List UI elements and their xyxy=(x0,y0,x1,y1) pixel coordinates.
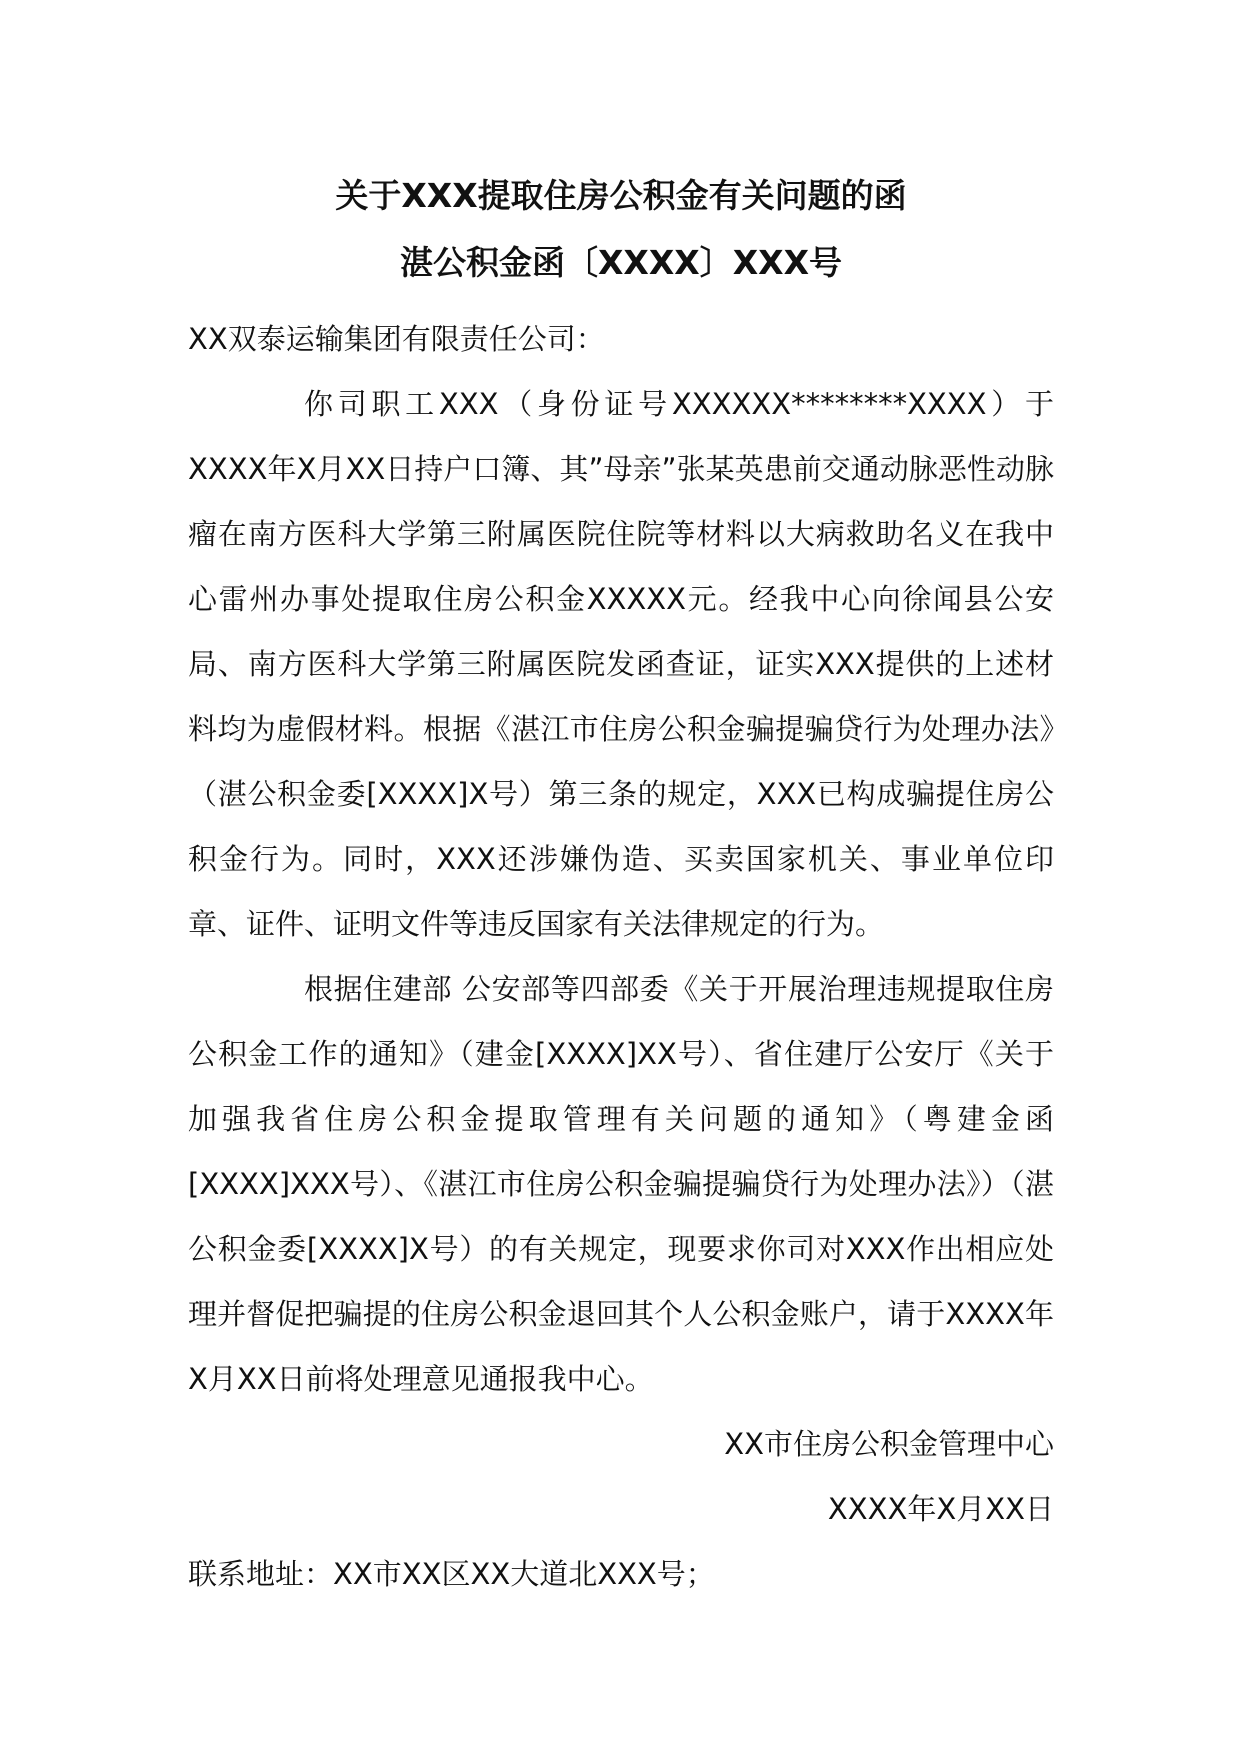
addressee: XX双泰运输集团有限责任公司： xyxy=(188,322,605,356)
document-title: 关于XXX提取住房公积金有关问题的函 xyxy=(335,176,907,215)
document-date: XXXX年X月XX日 xyxy=(827,1492,1054,1526)
document-number: 湛公积金函〔XXXX〕XXX号 xyxy=(399,243,843,282)
document-body xyxy=(188,307,1054,1607)
signature: XX市住房公积金管理中心 xyxy=(724,1427,1054,1461)
body-paragraph: 你司职工XXX（身份证号XXXXXX********XXXX）于XXXX年X月XX日持户口簿、其”母亲”张某英患前交通动脉恶性动脉瘤在南方医科大学第三附属医院住院等材料以大病救助名义在我中心雷州办事处提取住房公积金XXXXX元。经我中心向徐闻县公安局、南方医科大学第三附属医院发函查证，证实XXX提供的上述材料均为虚假材料。根据《湛江市住房公积金骗提骗贷行为处理办法》（湛公积金委[XXXX]X号）第三条的规定，XXX已构成骗提住房公积金行为。同时，XXX还涉嫌伪造、买卖国家机关、事业单位印章、证件、证明文件等违反国家有关法律规定的行为。 xyxy=(188,387,1054,941)
contact-address: 联系地址：XX市XX区XX大道北XXX号； xyxy=(188,1557,715,1591)
body-paragraph: 根据住建部 公安部等四部委《关于开展治理违规提取住房公积金工作的通知》（建金[XXXX]XX号）、省住建厅公安厅《关于加强我省住房公积金提取管理有关问题的通知》（粤建金函[XXXX]XXX号）、《湛江市住房公积金骗提骗贷行为处理办法》）（湛公积金委[XXXX]X号）的有关规定，现要求你司对XXX作出相应处理并督促把骗提的住房公积金退回其个人公积金账户，请于XXXX年X月XX日前将处理意见通报我中心。 xyxy=(188,972,1054,1396)
